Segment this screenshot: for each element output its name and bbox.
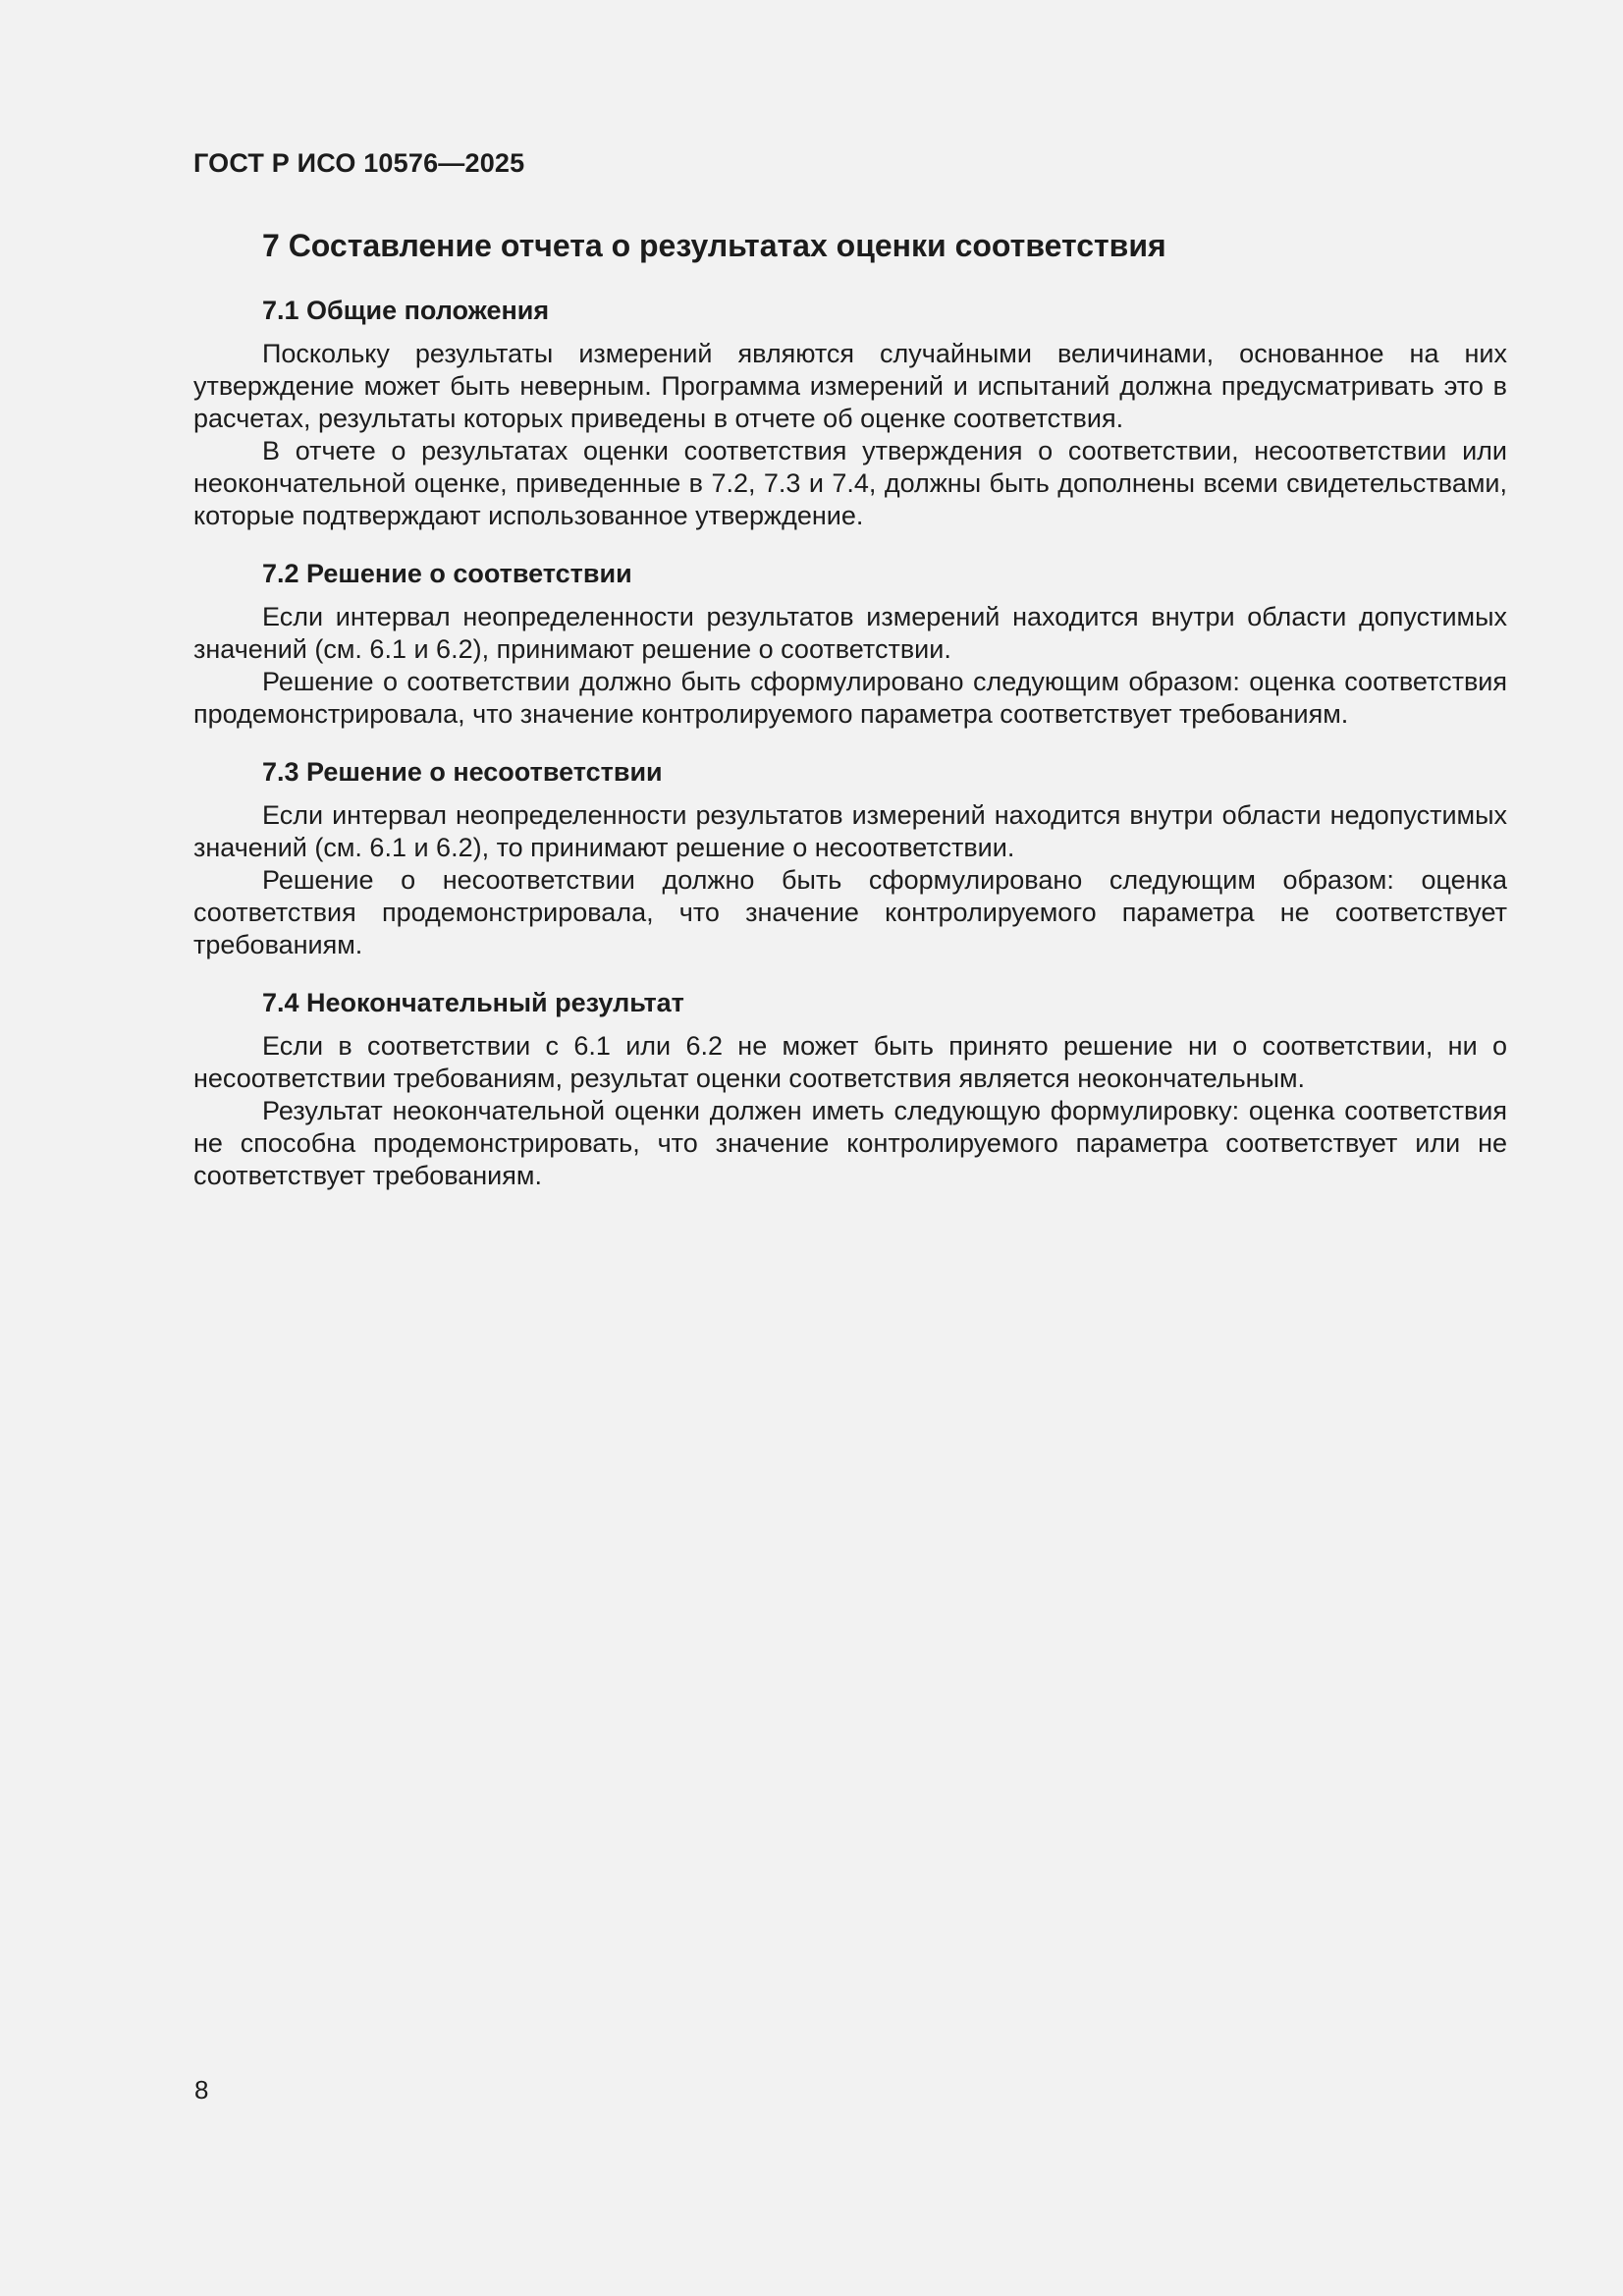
subsection-7-1 — [193, 289, 1507, 532]
section-title: 7 Составление отчета о результатах оценки соответствия — [262, 228, 1166, 263]
paragraph: Поскольку результаты измерений являются случайными величинами, основанное на них утверждение может быть неверным. Программа измерений и испытаний должна предусматривать это в расчетах, результаты которых приведены в отчете об оценке соответствия. — [193, 339, 1507, 433]
paragraph: Решение о несоответствии должно быть сформулировано следующим образом: оценка соответствия продемонстрировала, что значение контролируемого параметра не соответствует требованиям. — [193, 865, 1507, 959]
subsection-7-4 — [193, 981, 1507, 1192]
paragraph: Если интервал неопределенности результатов измерений находится внутри области допустимых значений (см. 6.1 и 6.2), принимают решение о соответствии. — [193, 602, 1507, 664]
document-code-header: ГОСТ Р ИСО 10576—2025 — [193, 148, 525, 178]
subsection-title: 7.4 Неокончательный результат — [262, 988, 684, 1017]
subsection-title: 7.2 Решение о соответствии — [262, 559, 632, 588]
subsection-7-3 — [193, 750, 1507, 961]
document-body — [193, 222, 1507, 1212]
paragraph: Если интервал неопределенности результатов измерений находится внутри области недопустимых значений (см. 6.1 и 6.2), то принимают решение о несоответствии. — [193, 800, 1507, 862]
subsection-title: 7.1 Общие положения — [262, 296, 550, 325]
paragraph: Решение о соответствии должно быть сформулировано следующим образом: оценка соответствия продемонстрировала, что значение контролируемого параметра соответствует требованиям. — [193, 667, 1507, 729]
subsection-title: 7.3 Решение о несоответствии — [262, 757, 663, 787]
paragraph: Результат неокончательной оценки должен иметь следующую формулировку: оценка соответствия не способна продемонстрировать, что значение контролируемого параметра соответствует или не соответствует требованиям. — [193, 1096, 1507, 1190]
page-number: 8 — [194, 2075, 209, 2105]
paragraph: В отчете о результатах оценки соответствия утверждения о соответствии, несоответствии или неокончательной оценке, приведенные в 7.2, 7.3 и 7.4, должны быть дополнены всеми свидетельствами, которые подтверждают использованное утверждение. — [193, 436, 1507, 530]
paragraph: Если в соответствии с 6.1 или 6.2 не может быть принято решение ни о соответствии, ни о несоответствии требованиям, результат оценки соответствия является неокончательным. — [193, 1031, 1507, 1093]
subsection-7-2 — [193, 552, 1507, 731]
